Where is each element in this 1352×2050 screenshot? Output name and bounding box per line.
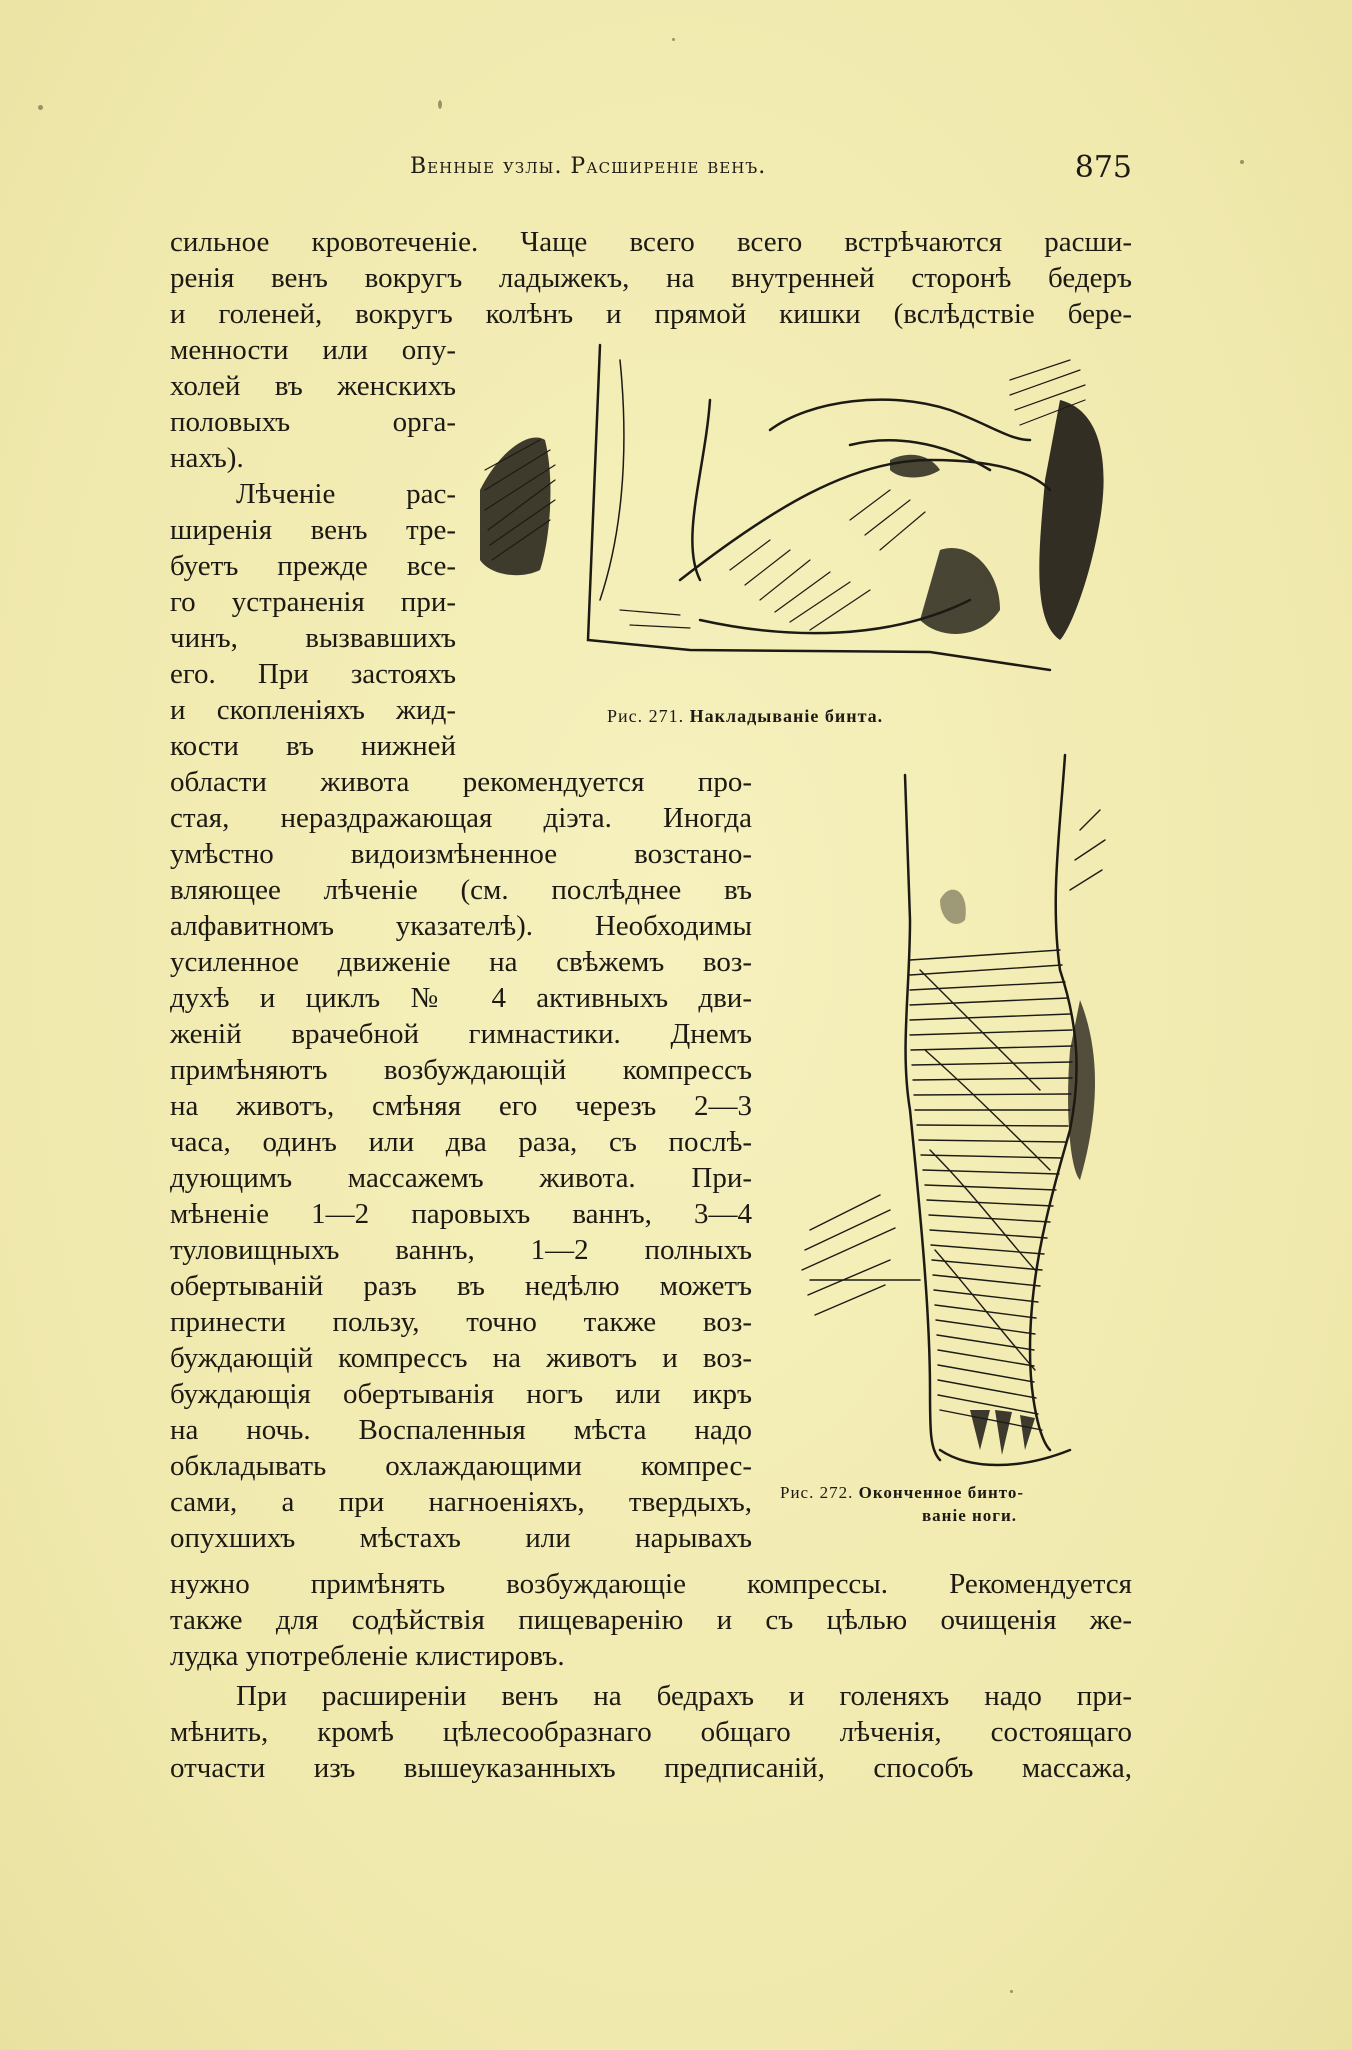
text-line: на ночь. Воспаленныя мѣста надо xyxy=(170,1414,752,1446)
text-line: буетъ прежде все- xyxy=(170,550,456,582)
text-line: вляющее лѣченіе (см. послѣднее въ xyxy=(170,874,752,906)
text-line: лудка употребленіе клистировъ. xyxy=(170,1640,565,1672)
text-line: мѣнить, кромѣ цѣлесообразнаго общаго лѣченія, состоящаго xyxy=(170,1716,1132,1748)
text-line: отчасти изъ вышеуказанныхъ предписаній, способъ массажа, xyxy=(170,1752,1132,1784)
text-line: ширенія венъ тре- xyxy=(170,514,456,546)
text-line: области живота рекомендуется про- xyxy=(170,766,752,798)
text-line: женій врачебной гимнастики. Днемъ xyxy=(170,1018,752,1050)
figure-272-caption-line1: Оконченное бинто- xyxy=(858,1483,1025,1502)
header-title: Венные узлы. Расширеніе венъ. xyxy=(410,154,767,179)
paper-speck xyxy=(1010,1990,1013,1993)
text-line: духѣ и циклъ № 4 активныхъ дви- xyxy=(170,982,752,1014)
text-line: примѣняютъ возбуждающій компрессъ xyxy=(170,1054,752,1086)
text-line: сильное кровотеченіе. Чаще всего всего встрѣчаются расши- xyxy=(170,226,1132,258)
text-line: сами, а при нагноеніяхъ, твердыхъ, xyxy=(170,1486,752,1518)
text-line: буждающія обертыванія ногъ или икръ xyxy=(170,1378,752,1410)
text-line: менности или опу- xyxy=(170,334,456,366)
text-line: принести пользу, точно также воз- xyxy=(170,1306,752,1338)
figure-272-caption xyxy=(780,1482,1024,1504)
figure-271-illustration xyxy=(470,340,1110,700)
text-line: алфавитномъ указателѣ). Необходимы xyxy=(170,910,752,942)
text-line: дующимъ массажемъ живота. При- xyxy=(170,1162,752,1194)
text-line: холей въ женскихъ xyxy=(170,370,456,402)
text-line: опухшихъ мѣстахъ или нарывахъ xyxy=(170,1522,752,1554)
text-line: обкладывать охлаждающими компрес- xyxy=(170,1450,752,1482)
text-line: ренія венъ вокругъ ладыжекъ, на внутренней сторонѣ бедеръ xyxy=(170,262,1132,294)
text-line: мѣненіе 1—2 паровыхъ ваннъ, 3—4 xyxy=(170,1198,752,1230)
text-line: и голеней, вокругъ колѣнъ и прямой кишки (вслѣдствіе бере- xyxy=(170,298,1132,330)
figure-271-caption-text: Накладываніе бинта. xyxy=(689,706,884,726)
text-line: стая, нераздражающая діэта. Иногда xyxy=(170,802,752,834)
text-line: нужно примѣнять возбуждающіе компрессы. Рекомендуется xyxy=(170,1568,1132,1600)
text-line: часа, одинъ или два раза, съ послѣ- xyxy=(170,1126,752,1158)
paper-speck xyxy=(672,38,675,41)
paper-speck xyxy=(38,105,43,110)
figure-272-label: Рис. 272. xyxy=(780,1483,854,1502)
text-line: чинъ, вызвавшихъ xyxy=(170,622,456,654)
text-line: его. При застояхъ xyxy=(170,658,456,690)
text-line: умѣстно видоизмѣненное возстано- xyxy=(170,838,752,870)
text-line: усиленное движеніе на свѣжемъ воз- xyxy=(170,946,752,978)
text-line: половыхъ орга- xyxy=(170,406,456,438)
text-line: нахъ). xyxy=(170,442,244,474)
figure-272-caption-line2: ваніе ноги. xyxy=(922,1506,1018,1525)
text-line: буждающій компрессъ на животъ и воз- xyxy=(170,1342,752,1374)
figure-271-label: Рис. 271. xyxy=(607,706,685,726)
text-line: также для содѣйствія пищеваренію и съ цѣлью очищенія же- xyxy=(170,1604,1132,1636)
text-line: кости въ нижней xyxy=(170,730,456,762)
text-line: и скопленіяхъ жид- xyxy=(170,694,456,726)
text-line: го устраненія при- xyxy=(170,586,456,618)
figure-272-illustration xyxy=(780,750,1120,1470)
text-line: При расширеніи венъ на бедрахъ и голеняхъ надо при- xyxy=(236,1680,1132,1712)
paper-speck xyxy=(1240,160,1244,164)
page-number: 875 xyxy=(1074,150,1132,185)
text-line: на животъ, смѣняя его черезъ 2—3 xyxy=(170,1090,752,1122)
figure-271-caption xyxy=(607,706,883,727)
text-line: Лѣченіе рас- xyxy=(236,478,456,510)
paper-speck xyxy=(438,100,442,109)
text-line: туловищныхъ ваннъ, 1—2 полныхъ xyxy=(170,1234,752,1266)
text-line: обертываній разъ въ недѣлю можетъ xyxy=(170,1270,752,1302)
running-header xyxy=(170,150,1132,192)
